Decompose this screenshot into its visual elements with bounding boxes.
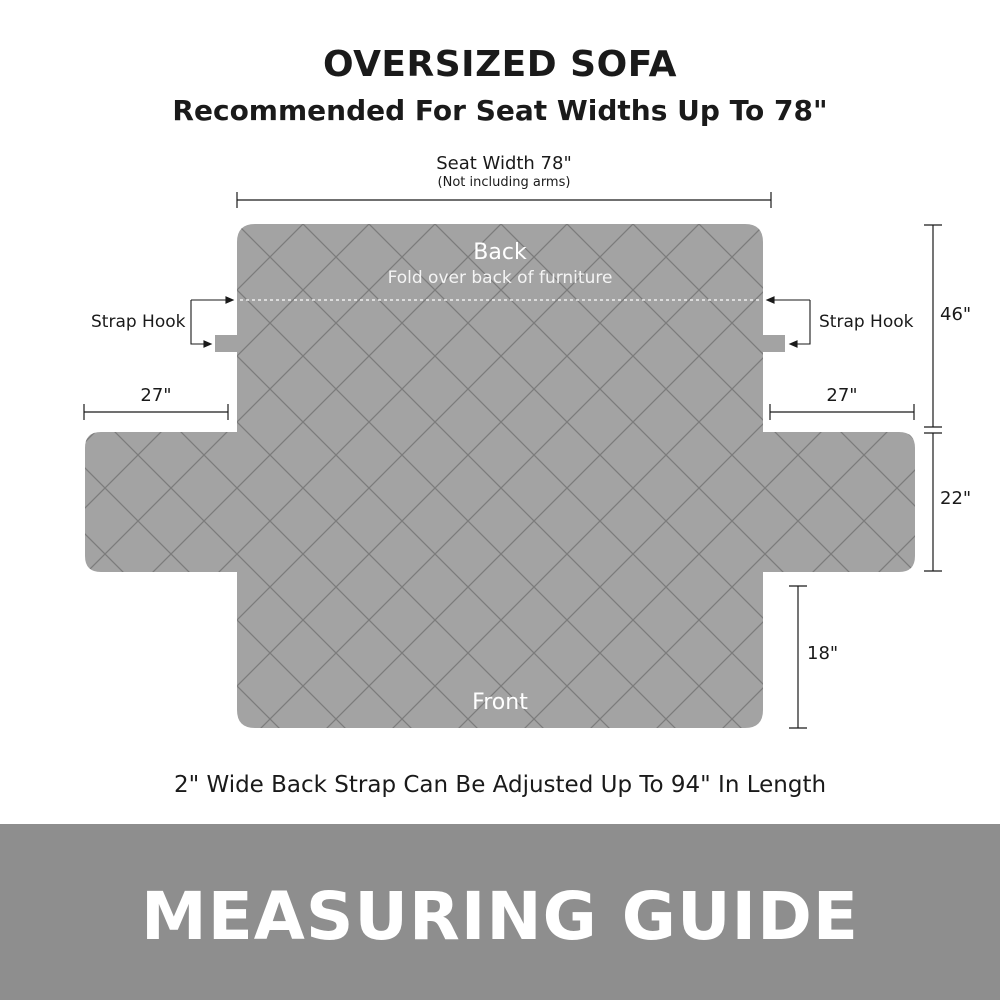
back-label: Back <box>473 240 527 265</box>
strap-hook-right-label: Strap Hook <box>819 312 914 332</box>
strap-hook-left-tab <box>215 335 239 352</box>
strap-hook-right-tab <box>761 335 785 352</box>
strap-hook-left-label: Strap Hook <box>91 312 186 332</box>
page-title: OVERSIZED SOFA <box>322 44 678 85</box>
front-label: Front <box>472 690 528 715</box>
arm-left-dimension <box>84 404 228 420</box>
seat-width-note: (Not including arms) <box>437 175 571 190</box>
back-fold-note: Fold over back of furniture <box>387 268 613 288</box>
arm-depth-measure: 22" <box>940 488 972 509</box>
seat-width-label: Seat Width 78" <box>436 153 572 174</box>
back-strap-note: 2" Wide Back Strap Can Be Adjusted Up To 94" In Length <box>173 772 827 798</box>
seat-width-dimension <box>237 192 771 208</box>
measuring-guide-banner <box>0 824 1000 1000</box>
back-height-measure: 46" <box>940 304 972 325</box>
front-drop-measure: 18" <box>807 643 839 664</box>
arm-right-dimension <box>770 404 914 420</box>
arm-right-measure: 27" <box>826 385 858 406</box>
page-subtitle: Recommended For Seat Widths Up To 78" <box>172 94 828 127</box>
banner-title: MEASURING GUIDE <box>141 878 859 955</box>
front-drop-dimension <box>789 586 807 728</box>
arm-left-measure: 27" <box>140 385 172 406</box>
back-height-dimension <box>924 225 942 427</box>
